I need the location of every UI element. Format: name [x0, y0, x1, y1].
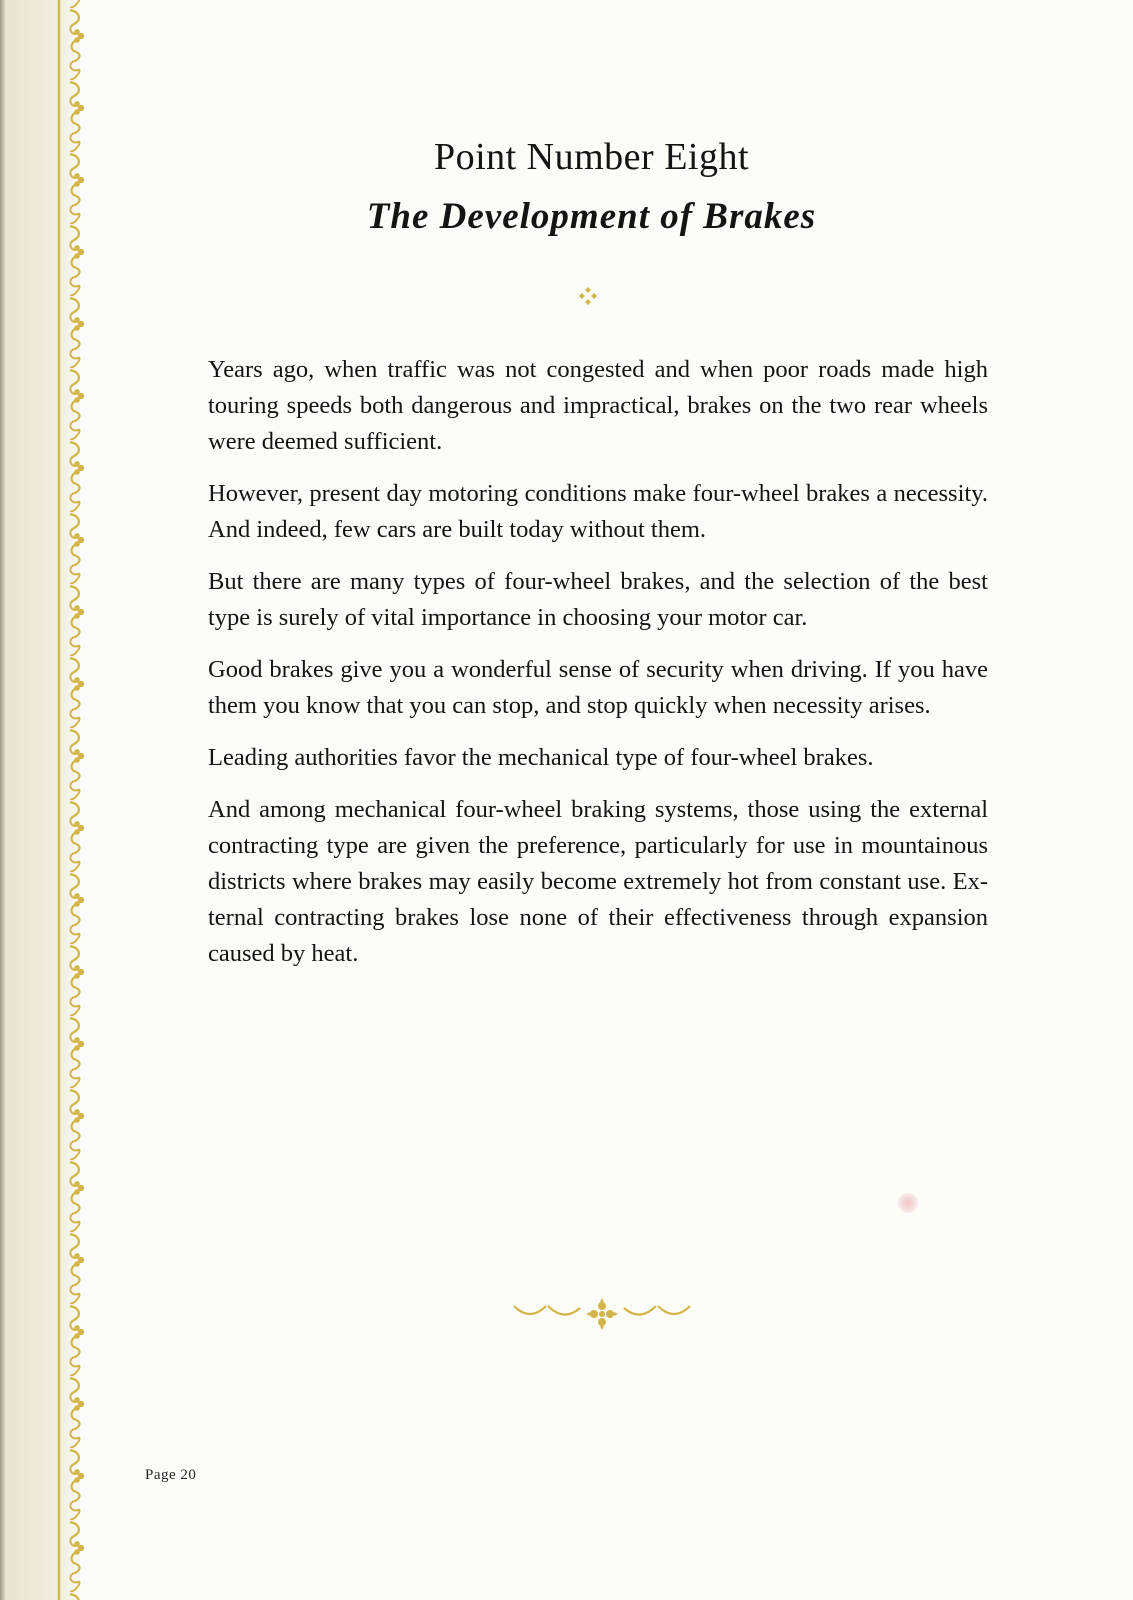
four-diamond-ornament-icon	[578, 286, 598, 306]
paragraph: And among mechanical four-wheel braking systems, those using the external contracting type are given the preference, particularly for use in mountainous districts where brakes may easily become extremely hot from constant use. External contracting brakes lose none of their effectiveness through expansion caused by heat.	[208, 796, 988, 967]
paragraph: However, present day motoring conditions make four-wheel brakes a necessity. And indeed, few cars are built today without them.	[208, 480, 988, 543]
paragraph: Years ago, when traffic was not congested and when poor roads made high touring speeds both dangerous and impractical, brakes on the two rear wheels were deemed sufficient.	[208, 356, 988, 455]
vine-border-ornament-icon	[56, 0, 96, 1600]
paragraph: But there are many types of four-wheel brakes, and the selection of the best type is surely of vital importance in choosing your motor car.	[208, 568, 988, 631]
paper-stain	[898, 1193, 918, 1213]
body-text	[208, 352, 988, 988]
page-number: Page 20	[145, 1467, 197, 1483]
page-title: Point Number Eight	[433, 136, 750, 178]
page-subtitle: The Development of Brakes	[366, 196, 817, 237]
spine-shadow	[0, 0, 6, 1600]
paragraph: Good brakes give you a wonderful sense of security when driving. If you have them you know that you can stop, and stop quickly when necessity arises.	[208, 656, 988, 719]
scroll-cross-ornament-icon	[512, 1298, 692, 1338]
paragraph: Leading authorities favor the mechanical type of four-wheel brakes.	[208, 744, 874, 771]
